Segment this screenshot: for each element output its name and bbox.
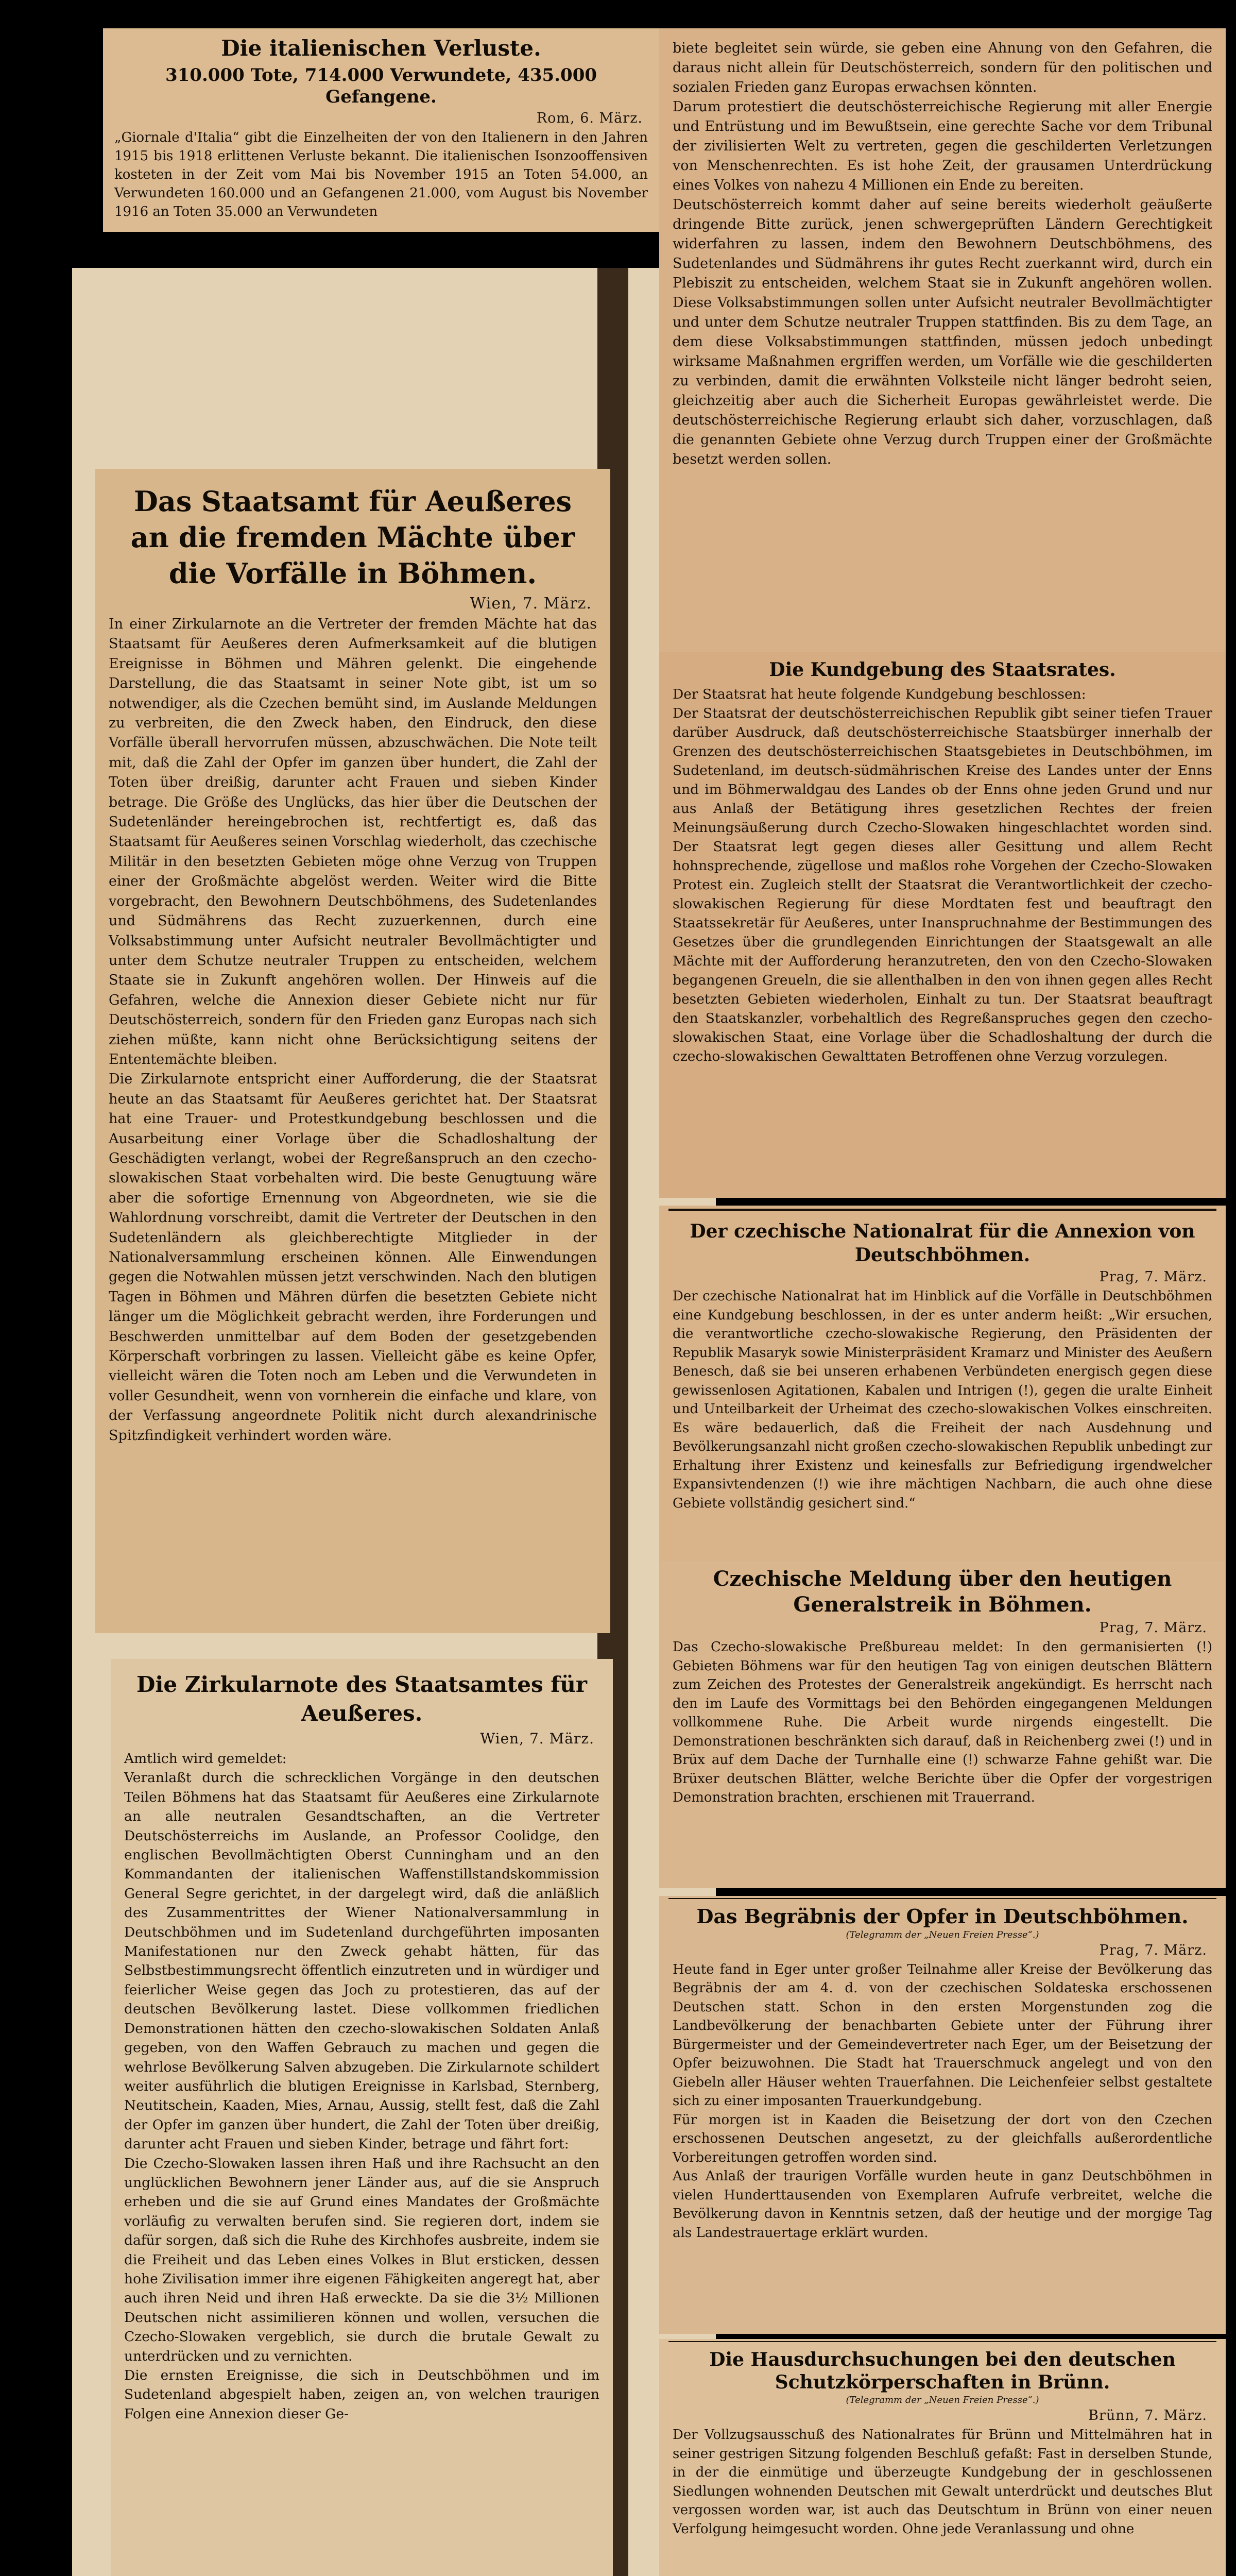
dateline: Prag, 7. März. <box>1099 1269 1207 1285</box>
divider <box>668 1898 1216 1899</box>
source-note: (Telegramm der „Neuen Freien Presse“.) <box>846 1929 1039 1940</box>
clipping-hausdurchsuchungen <box>659 2339 1226 2576</box>
headline: Die Hausdurchsuchungen bei den deutschen Schutzkörperschaften in Brünn. <box>709 2349 1176 2393</box>
headline: Der czechische Nationalrat für die Annexion von Deutschböhmen. <box>690 1221 1195 1266</box>
subheadline: 310.000 Tote, 714.000 Verwundete, 435.000 Gefangene. <box>165 64 597 108</box>
article-body: Das Czecho-slowakische Preßbureau meldet: In den germanisierten (!) Gebieten Böhmens war für den heutigen Tag von einigen deutschen Blättern zum Zeichen des Protestes der Generalstreik angekündigt. Es herrscht nach den im Laufe des Vormittags bei den Behörden eingegangenen Meldungen vollkommene Ruhe. Die Arbeit wurde nirgends eingestellt. Die Demonstrationen beschränkten sich darauf, daß in Reichenberg zwei (!) und in Brüx auf dem Dache der Turnhalle eine (!) schwarze Fahne gehißt war. Die Brüxer deutschen Blätter, welche Berichte über die Opfer der vorgestrigen Demonstration brachten, erschienen mit Trauerrand. <box>673 1639 1212 1805</box>
clipping-begraebnis <box>659 1896 1226 2334</box>
clipping-continuation <box>659 28 1226 652</box>
article-body: „Giornale d'Italia“ gibt die Einzelheiten der von den Italienern in den Jahren 1915 bis 1918 erlittenen Verluste bekannt. Die italienischen Isonzooffensiven kosteten in der Zeit vom Mai bis November 1915 an Toten 54.000, an Verwundeten 160.000 und an Gefangenen 21.000, vom August bis November 1916 an Toten 35.000 an Verwundeten <box>114 129 648 219</box>
headline: Die italienischen Verluste. <box>221 36 541 61</box>
headline: Die Kundgebung des Staatsrates. <box>769 659 1116 681</box>
headline: Das Begräbnis der Opfer in Deutschböhmen. <box>696 1905 1189 1928</box>
dateline: Rom, 6. März. <box>536 110 643 126</box>
clipping-generalstreik <box>659 1561 1226 1888</box>
article-body: Der Vollzugsausschuß des Nationalrates für Brünn und Mittelmähren hat in seiner gestrigen Sitzung folgenden Beschluß gefaßt: Fast in derselben Stunde, in der die einmütige und überzeugte Kundgebung der in geschlossenen Siedlungen wohnenden Deutschen mit Gewalt unterdrückt und deutsches Blut vergossen worden war, ist auch das Deutschtum in Brünn von einer neuen Verfolgung heimgesucht worden. Ohne jede Veranlassung und ohne <box>673 2427 1212 2537</box>
article-body: Heute fand in Eger unter großer Teilnahme aller Kreise der Bevölkerung das Begräbnis der am 4. d. von der czechischen Soldateska erschossenen Deutschen statt. Schon in den ersten Morgenstunden zog die Landbevölkerung der benachbarten Gebiete unter der Führung ihrer Bürgermeister und der Gemeindevertreter nach Eger, um der Beisetzung der Opfer beizuwohnen. Die Stadt hat Trauerschmuck angelegt und von den Giebeln aller Häuser wehten Trauerfahnen. Die Leichenfeier selbst gestaltete sich zu einer imposanten Trauerkundgebung. Für morgen ist in Kaaden die Beisetzung der dort von den Czechen erschossenen Deutschen angesetzt, zu der gleichfalls außerordentliche Vorbereitungen getroffen worden sind. Aus Anlaß der traurigen Vorfälle wurden heute in ganz Deutschböhmen in vielen Hunderttausenden von Exemplaren Aufrufe verbreitet, welche die Bevölkerung davon in Kenntnis setzen, daß der heutige und der morgige Tag als Landestrauertage erklärt wurden. <box>673 1961 1212 2241</box>
clipping-staatsamt-note <box>95 469 610 1633</box>
dateline: Wien, 7. März. <box>480 1730 594 1747</box>
dateline: Brünn, 7. März. <box>1088 2408 1207 2424</box>
dateline: Wien, 7. März. <box>470 595 592 613</box>
clipping-circular-note <box>111 1659 613 2576</box>
clipping-italian-losses <box>103 28 659 232</box>
article-body: Der czechische Nationalrat hat im Hinblick auf die Vorfälle in Deutschböhmen eine Kundgebung beschlossen, in der es unter anderm heißt: „Wir ersuchen, die verantwortliche czecho-slowakische Regierung, den Präsidenten der Republik Masaryk sowie Ministerpräsident Kramarz und Minister des Aeußern Benesch, daß sie bei unseren erhabenen Verbündeten energisch gegen diese gewissenlosen Agitationen, Kabalen und Intrigen (!), gegen die uralte Einheit und Unteilbarkeit der Urheimat des czecho-slowakischen Volkes einschreiten. Es wäre bedauerlich, daß die Freiheit der nach Ausdehnung und Bevölkerungsanzahl nicht großen czecho-slowakischen Republik unbedingt zur Erhaltung ihrer Existenz und keinesfalls zur Befriedigung irgendwelcher Expansivtendenzen (!) wie ihre mächtigen Nachbarn, die auch ohne diese Gebiete vollständig gesichert sind.“ <box>673 1289 1212 1511</box>
divider <box>668 1209 1216 1211</box>
headline: Das Staatsamt für Aeußeres an die fremden Mächte über die Vorfälle in Böhmen. <box>130 485 575 590</box>
article-body: biete begleitet sein würde, sie geben eine Ahnung von den Gefahren, die daraus nicht allein für Deutschösterreich, sondern für den politischen und sozialen Frieden ganz Europas erwachsen könnten. Darum protestiert die deutschösterreichische Regierung mit aller Energie und Entrüstung und im Bewußtsein, eine gerechte Sache vor dem Tribunal der zivilisierten Welt zu vertreten, gegen die geschilderten Verletzungen von Menschenrechten. Es ist hohe Zeit, der grausamen Unterdrückung eines Volkes von nahezu 4 Millionen ein Ende zu bereiten. Deutschösterreich kommt daher auf seine bereits wiederholt geäußerte dringende Bitte zurück, jenen schwergeprüften Ländern Gerechtigkeit widerfahren zu lassen, indem den Bewohnern Deutschböhmens, des Sudetenlandes und Südmährens ihr gutes Recht zuerkannt wird, durch ein Plebiszit zu entscheiden, welchem Staat sie in Zukunft angehören wollen. Diese Volksabstimmungen sollen unter Aufsicht neutraler Bevollmächtigter und unter dem Schutze neutraler Truppen stattfinden. Bis zu dem Tage, an dem diese Volksabstimmungen stattfinden, müssen jedoch unbedingt wirksame Maßnahmen ergriffen werden, um Vorfälle wie die geschilderten zu verbinden, damit die erwähnten Volksteile nicht länger bedroht seien, gleichzeitig aber auch die Sicherheit Europas gewährleistet werde. Die deutschösterreichische Regierung erlaubt sich daher, vorzuschlagen, daß die genannten Gebiete ohne Verzug durch Truppen einer der Großmächte besetzt werden sollen. <box>673 40 1212 467</box>
clipping-nationalrat-annexion <box>659 1206 1226 1561</box>
article-body: In einer Zirkularnote an die Vertreter der fremden Mächte hat das Staatsamt für Aeußeres deren Aufmerksamkeit auf die blutigen Ereignisse in Böhmen und Mähren gelenkt. Die eingehende Darstellung, die das Staatsamt in seiner Note gibt, ist um so notwendiger, als die Czechen bemüht sind, im Auslande Meldungen zu verbreiten, die den Zweck haben, den Eindruck, den diese Vorfälle überall hervorrufen müssen, abzuschwächen. Die Note teilt mit, daß die Zahl der Opfer im ganzen über hundert, die Zahl der Toten über dreißig, darunter acht Frauen und sieben Kinder betrage. Die Größe des Unglücks, das hier über die Deutschen der Sudetenländer hereingebrochen ist, rechtfertigt es, daß das Staatsamt für Aeußeres seinen Vorschlag wiederholt, das czechische Militär in den besetzten Gebieten möge ohne Verzug von Truppen einer der Großmächte abgelöst werden. Weiter wird die Bitte vorgebracht, den Bewohnern Deutschböhmens, des Sudetenlandes und Südmährens das Recht zuzuerkennen, durch eine Volksabstimmung unter Aufsicht neutraler Bevollmächtigter und unter dem Schutze neutraler Truppen zu entscheiden, welchem Staate sie in Zukunft angehören wollen. Der Hinweis auf die Gefahren, welche die Annexion dieser Gebiete nicht nur für Deutschösterreich, sondern für den Frieden ganz Europas nach sich ziehen müßte, kann nicht ohne Berücksichtigung seitens der Ententemächte bleiben. Die Zirkularnote entspricht einer Aufforderung, die der Staatsrat heute an das Staatsamt für Aeußeres gerichtet hat. Der Staatsrat hat eine Trauer- und Protestkundgebung beschlossen und die Ausarbeitung einer Vorlage über die Schadloshaltung der Geschädigten verlangt, wobei der Regreßanspruch an den czecho-slowakischen Staat vorbehalten wird. Die beste Genugtuung wäre aber die sofortige Ernennung von Abgeordneten, wie sie die Wahlordnung vorschreibt, damit die Vertreter der Deutschen in den Sudetenländern als gleichberechtigte Mitglieder in der Nationalversammlung erscheinen können. Alle Einwendungen gegen die Notwahlen müssen jetzt verschwinden. Nach den blutigen Tagen in Böhmen und Mähren dürfen die besetzten Gebiete nicht länger um die Möglichkeit gebracht werden, ihre Forderungen und Beschwerden unmittelbar auf dem Boden der gesetzgebenden Körperschaft vorbringen zu lassen. Vielleicht gäbe es keine Opfer, vielleicht wären die Toten noch am Leben und die Verwundeten in voller Gesundheit, wenn von vornherein die einfache und klare, von der Verfassung angeordnete Politik nicht durch alexandrinische Spitzfindigkeit verhindert worden wäre. <box>109 616 597 1444</box>
headline: Die Zirkularnote des Staatsamtes für Aeußeres. <box>136 1672 588 1726</box>
article-body: Der Staatsrat hat heute folgende Kundgebung beschlossen: Der Staatsrat der deutschösterreichischen Republik gibt seiner tiefen Trauer darüber Ausdruck, daß deutschösterreichische Staatsbürger innerhalb der Grenzen des deutschösterreichischen Staatsgebietes in Deutschböhmen, im Sudetenland, im deutsch-südmährischen Kreise des Landes unter der Enns und im Böhmerwaldgau des Landes ob der Enns ohne jeden Grund und nur aus Anlaß der Betätigung ihres gesetzlichen Rechtes der freien Meinungsäußerung durch Czecho-Slowaken hingeschlachtet worden sind. Der Staatsrat legt gegen dieses aller Gesittung und allem Recht hohnsprechende, zügellose und maßlos rohe Vorgehen der Czecho-Slowaken Protest ein. Zugleich stellt der Staatsrat die Verantwortlichkeit der czecho-slowakischen Regierung für diese Mordtaten fest und beauftragt den Staatssekretär für Aeußeres, unter Inanspruchnahme der Bestimmungen des Gesetzes über die grundlegenden Einrichtungen der Staatsgewalt an alle Mächte mit der Aufforderung heranzutreten, den von den Czecho-Slowaken begangenen Greueln, die sie allenthalben in den von ihnen gegen alles Recht besetzten Gebieten wiederholen, Einhalt zu tun. Der Staatsrat beauftragt den Staatskanzler, vorbehaltlich des Regreßanspruches gegen den czecho-slowakischen Staat, eine Vorlage über die Schadloshaltung der durch die czecho-slowakischen Gewalttaten Betroffenen ohne Verzug vorzulegen. <box>673 686 1212 1065</box>
divider <box>668 2341 1216 2342</box>
clipping-staatsrat-kundgebung <box>659 652 1226 1198</box>
source-note: (Telegramm der „Neuen Freien Presse“.) <box>846 2395 1039 2405</box>
dateline: Prag, 7. März. <box>1099 1942 1207 1958</box>
headline: Czechische Meldung über den heutigen Generalstreik in Böhmen. <box>713 1567 1172 1617</box>
article-body: Amtlich wird gemeldet: Veranlaßt durch die schrecklichen Vorgänge in den deutschen Teilen Böhmens hat das Staatsamt für Aeußeres eine Zirkularnote an alle neutralen Gesandtschaften, an die Vertreter Deutschösterreichs im Auslande, an Professor Coolidge, den englischen Bevollmächtigten Oberst Cunningham und an den Kommandanten der italienischen Waffenstillstandskommission General Segre gerichtet, in der dargelegt wird, daß die anläßlich des Zusammentrittes der Wiener Nationalversammlung in Deutschböhmen und im Sudetenland durchgeführten imposanten Manifestationen nur den Zweck gehabt hätten, für das Selbstbestimmungsrecht öffentlich einzutreten und in würdiger und feierlicher Weise gegen das Joch zu protestieren, das auf der deutschen Bevölkerung lastet. Diese vollkommen friedlichen Demonstrationen hätten den czecho-slowakischen Soldaten Anlaß gegeben, von den Waffen Gebrauch zu machen und gegen die wehrlose Bevölkerung Salven abzugeben. Die Zirkularnote schildert weiter ausführlich die blutigen Ereignisse in Karlsbad, Sternberg, Neutitschein, Kaaden, Mies, Arnau, Aussig, stellt fest, daß die Zahl der Opfer im ganzen über hundert, die Zahl der Toten über dreißig, darunter acht Frauen und sieben Kinder, betrage und fährt fort: Die Czecho-Slowaken lassen ihren Haß und ihre Rachsucht an den unglücklichen Bewohnern jener Länder aus, auf die sie Anspruch erheben und die sie auf Grund eines Mandates der Großmächte vorläufig zu verwalten berufen sind. Sie regieren dort, indem sie dafür sorgen, daß sich die Ruhe des Kirchhofes ausbreite, indem sie die Freiheit und das Leben eines Volkes in Blut ersticken, dessen hohe Zivilisation immer ihre eigenen Fähigkeiten angeregt hat, aber auch ihren Neid und ihren Haß erweckte. Da sie die 3½ Millionen Deutschen nicht assimilieren können und wollen, versuchen die Czecho-Slowaken vergeblich, sie durch die brutale Gewalt zu unterdrücken und zu vernichten. Die ernsten Ereignisse, die sich in Deutschböhmen und im Sudetenland abgespielt haben, zeigen an, von welchen traurigen Folgen eine Annexion dieser Ge- <box>124 1751 599 2422</box>
dateline: Prag, 7. März. <box>1099 1620 1207 1636</box>
